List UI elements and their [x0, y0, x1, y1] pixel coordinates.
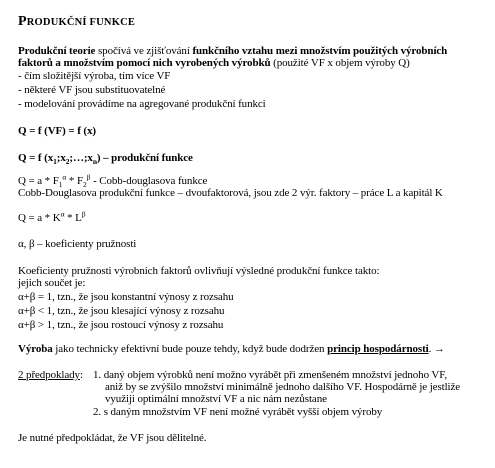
- intro-text: spočívá ve zjišťování: [95, 45, 193, 57]
- intro-bold-1: funkčního vztahu mezi množstvím použitých výrobních: [192, 45, 448, 57]
- vyroba-arrow: . →: [428, 343, 445, 355]
- assumptions-label: 2 předpoklady: [18, 369, 80, 381]
- returns-increasing: α+β > 1, tzn., že jsou rostoucí výnosy z rozsahu: [18, 319, 224, 331]
- coefficients-line: α, β – koeficienty pružnosti: [18, 238, 137, 250]
- vyroba-term: Výroba: [18, 343, 53, 355]
- assumptions-item-1: [18, 369, 83, 381]
- assumption-1-line-3: využiji optimální množství VF a nic nám nezůstane: [105, 393, 327, 405]
- elasticity-sum: jejich součet je:: [18, 277, 86, 289]
- cobb2-sup: β: [81, 209, 86, 219]
- eq2-sub: n: [92, 157, 97, 167]
- assumption-1-line-1: 1. daný objem výrobků není možno vyrábět při zmenšeném množství jednoho VF,: [93, 369, 448, 381]
- eq2-part: ;…;x: [69, 152, 93, 164]
- page-title: [18, 14, 135, 30]
- assumption-2: 2. s daným množstvím VF není možné vyrábět vyšší objem výroby: [93, 406, 383, 418]
- equation-1: Q = f (VF) = f (x): [18, 125, 96, 137]
- vyroba-text: jako technicky efektivní bude pouze tehdy, když bude dodržen: [52, 343, 328, 355]
- cobb-formula-kl: [18, 209, 86, 224]
- final-note: Je nutné předpokládat, že VF jsou dělitelné.: [18, 432, 207, 444]
- elasticity-intro: Koeficienty pružnosti výrobních faktorů ovlivňují výsledné produkční funkce takto:: [18, 265, 380, 277]
- intro-term: Produkční teorie: [18, 45, 96, 57]
- assumptions-colon: :: [79, 369, 83, 381]
- cobb-sup: α: [62, 172, 67, 182]
- assumption-1-line-2: aniž by se zvýšilo množství minimálně jednoho dalšího VF. Hospodárně je jestliže: [105, 381, 461, 393]
- cobb-description: Cobb-Douglasova produkční funkce – dvoufaktorová, jsou zde 2 výr. faktory – práce L a kapitál K: [18, 187, 443, 199]
- intro-bold-2: faktorů a množstvím pomocí nich vyrobených výrobků: [18, 57, 271, 69]
- cobb-formula: [18, 172, 208, 190]
- cobb-sub: 2: [82, 180, 87, 190]
- cobb-part: Q = a * F: [18, 175, 59, 187]
- eq2-part: ) – produkční funkce: [96, 152, 193, 164]
- cobb2-sup: α: [60, 209, 65, 219]
- eq2-part: Q = f (x: [18, 152, 54, 164]
- bullet-item: - čím složitější výroba, tím více VF: [18, 70, 171, 82]
- bullet-item: - modelování provádíme na agregované produkční funkci: [18, 98, 266, 110]
- equation-2: [18, 152, 193, 167]
- vyroba-line: [18, 343, 445, 355]
- title-rest: RODUKČNÍ FUNKCE: [26, 17, 136, 28]
- intro-line-1: [18, 45, 447, 57]
- cobb-part: * F: [66, 175, 83, 187]
- eq2-sub: 2: [65, 157, 70, 167]
- cobb-sup: β: [86, 172, 91, 182]
- title-initial: P: [18, 14, 27, 29]
- cobb-label: - Cobb-douglasova funkce: [90, 175, 208, 187]
- cobb2-part: Q = a * K: [18, 212, 61, 224]
- intro-note: (použité VF x objem výroby Q): [270, 57, 410, 69]
- bullet-item: - některé VF jsou substituovatelné: [18, 84, 166, 96]
- cobb-sub: 1: [58, 180, 63, 190]
- eq2-part: ;x: [56, 152, 66, 164]
- cobb2-part: * L: [64, 212, 82, 224]
- returns-constant: α+β = 1, tzn., že jsou konstantní výnosy z rozsahu: [18, 291, 234, 303]
- intro-line-2: [18, 57, 410, 69]
- returns-decreasing: α+β < 1, tzn., že jsou klesající výnosy z rozsahu: [18, 305, 225, 317]
- eq2-sub: 1: [53, 157, 57, 167]
- principle-term: princip hospodárnosti: [327, 343, 429, 355]
